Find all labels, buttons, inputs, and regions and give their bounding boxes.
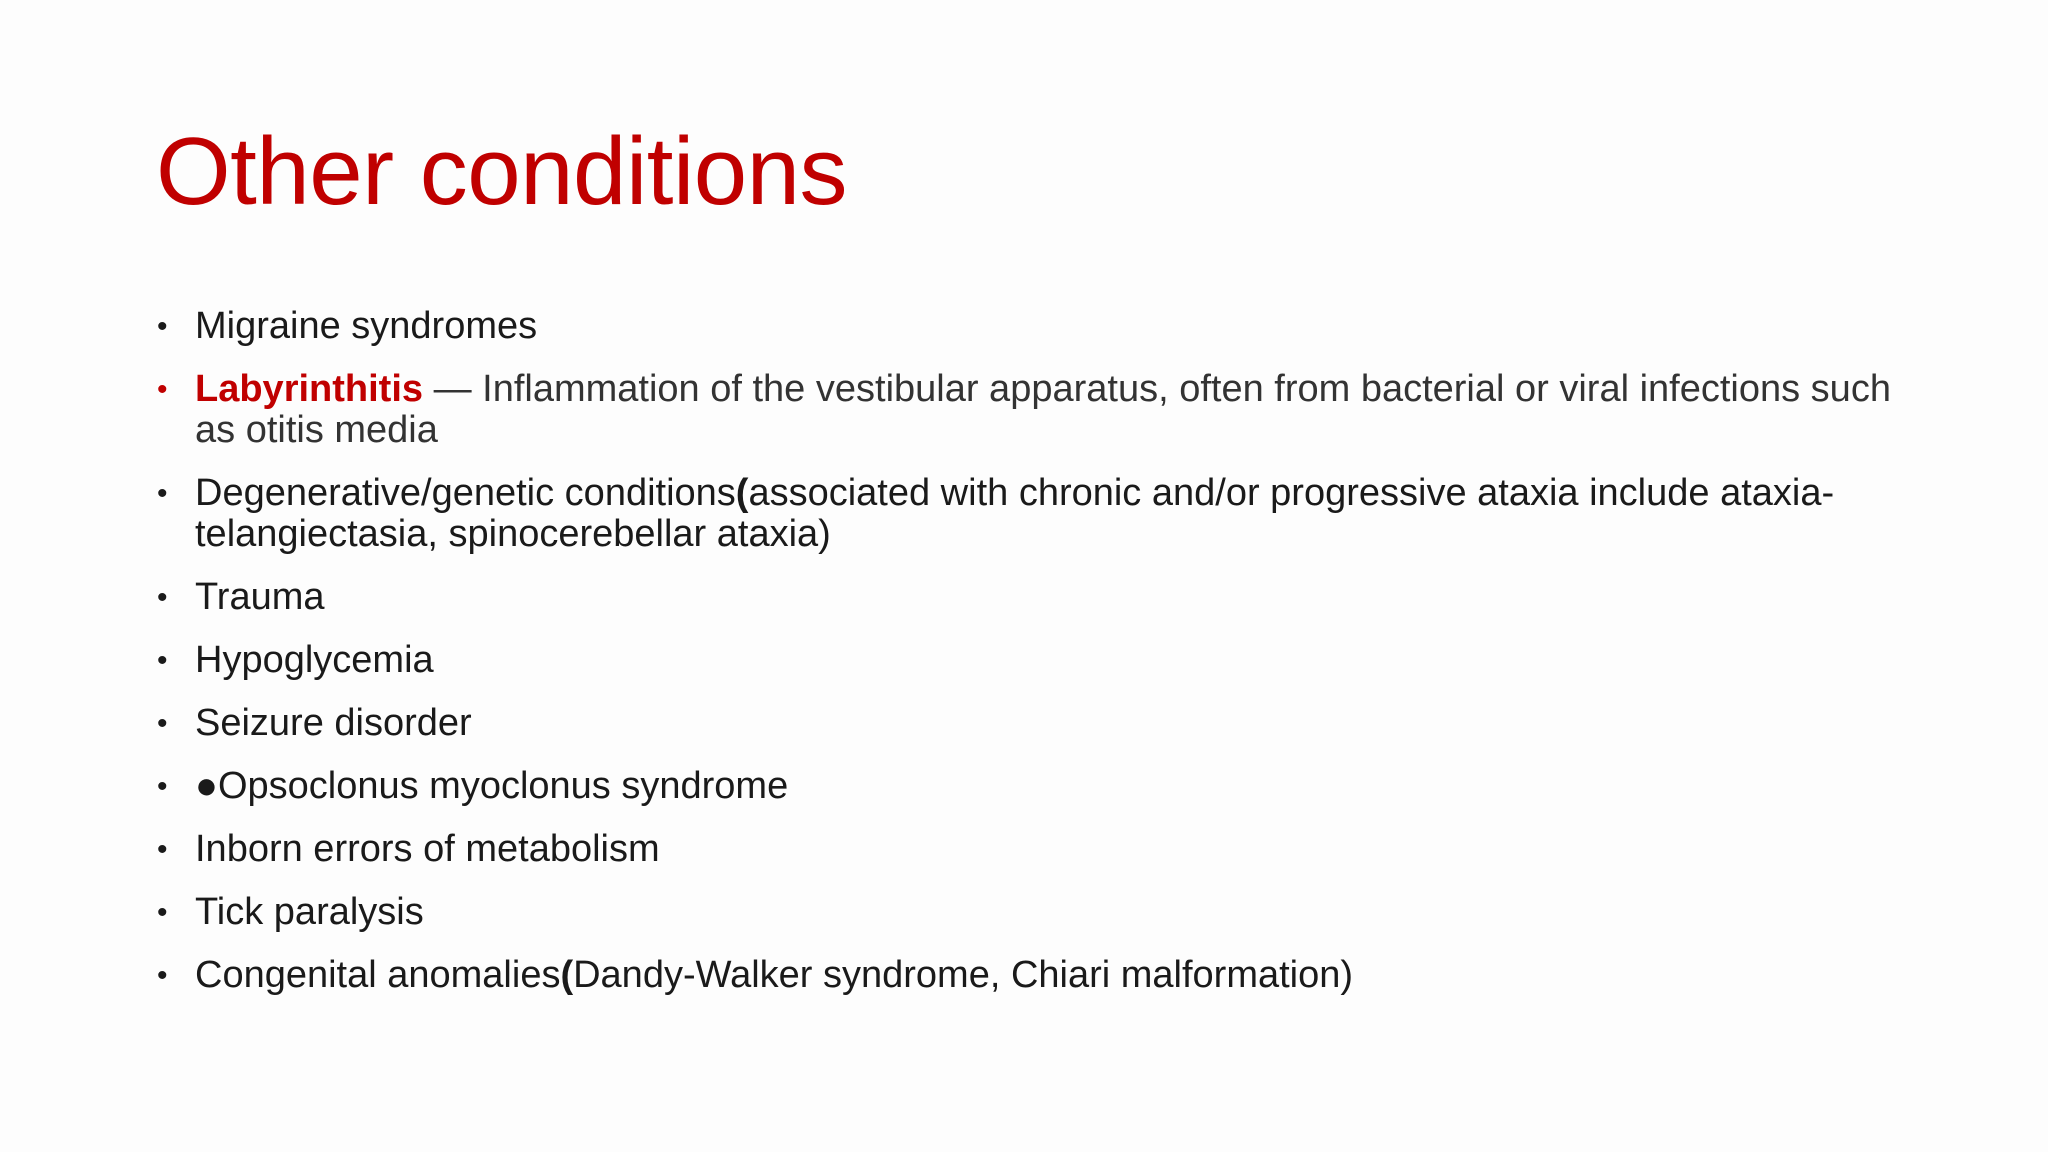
list-item-text: Tick paralysis	[195, 891, 424, 933]
bullet-icon: •	[157, 707, 168, 740]
list-item-text: Migraine syndromes	[195, 305, 538, 347]
list-item-paren: (	[735, 472, 749, 514]
list-item-congenital	[157, 955, 1897, 996]
list-item-text: Congenital anomalies	[195, 954, 561, 996]
bullet-icon: •	[157, 896, 168, 929]
bullet-icon: •	[157, 477, 168, 510]
list-item-text: Seizure disorder	[195, 702, 472, 744]
list-item-text: ●Opsoclonus myoclonus syndrome	[195, 765, 789, 807]
list-item-tick-paralysis	[157, 892, 1897, 933]
bullet-icon: •	[157, 581, 168, 614]
list-item-migraine	[157, 306, 1897, 347]
bullet-icon: •	[157, 770, 168, 803]
list-item-seizure	[157, 703, 1897, 744]
list-item-inborn-errors	[157, 829, 1897, 870]
list-item-description: — Inflammation of the vestibular apparatus, often from bacterial or viral infections such as otitis media	[195, 368, 1891, 451]
bullet-list	[157, 306, 1897, 1018]
list-item-opsoclonus	[157, 766, 1897, 807]
list-item-text: Trauma	[195, 576, 325, 618]
list-item-labyrinthitis	[157, 369, 1897, 451]
list-item-paren: (	[560, 954, 574, 996]
list-item-degenerative	[157, 473, 1897, 555]
list-item-trauma	[157, 577, 1897, 618]
list-item-text-after: associated with chronic and/or progressive ataxia include ataxia-telangiectasia, spinocerebellar ataxia)	[195, 472, 1835, 555]
bullet-icon: •	[157, 833, 168, 866]
bullet-icon: •	[157, 959, 168, 992]
list-item-text-after: Dandy-Walker syndrome, Chiari malformation)	[573, 954, 1354, 996]
list-item-text: Degenerative/genetic conditions	[195, 472, 736, 514]
bullet-icon: •	[157, 310, 168, 343]
list-item-term: Labyrinthitis	[195, 368, 424, 410]
slide-title: Other conditions	[156, 118, 848, 225]
bullet-icon: •	[157, 644, 168, 677]
bullet-icon: •	[157, 373, 168, 406]
list-item-text: Inborn errors of metabolism	[195, 828, 660, 870]
list-item-hypoglycemia	[157, 640, 1897, 681]
list-item-text: Hypoglycemia	[195, 639, 434, 681]
